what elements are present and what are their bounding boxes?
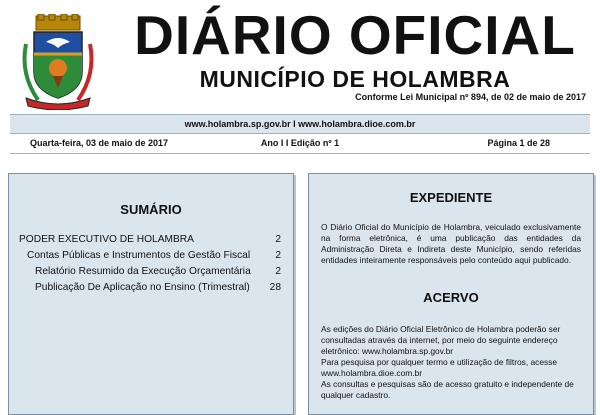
edition-number: Ano I I Edição nº 1 <box>260 138 340 148</box>
expediente-title: EXPEDIENTE <box>409 190 493 205</box>
summary-item-page: 28 <box>269 282 281 293</box>
summary-item-public-accounts[interactable] <box>19 248 281 264</box>
acervo-line: As consultas e pesquisas são de acesso gratuito e independente de qualquer cadastro. <box>321 379 574 400</box>
summary-item-label: PODER EXECUTIVO DE HOLAMBRA <box>19 234 194 245</box>
publication-date: Quarta-feira, 03 de maio de 2017 <box>30 138 169 148</box>
law-note: Conforme Lei Municipal nº 894, de 02 de maio de 2017 <box>355 92 586 102</box>
page-indicator: Página 1 de 28 <box>487 138 550 148</box>
acervo-line: As edições do Diário Oficial Eletrônico de Holambra poderão ser consultadas através da internet, por meio do seguinte endereço eletrônico: www.holambra.sp.gov.br <box>321 324 561 356</box>
municipal-crest-icon <box>16 14 100 110</box>
acervo-text <box>321 324 581 401</box>
summary-title: SUMÁRIO <box>120 202 182 217</box>
expediente-panel <box>308 173 594 415</box>
info-bar <box>10 133 590 154</box>
summary-item-page: 2 <box>275 234 281 245</box>
summary-item-executive[interactable] <box>19 232 281 248</box>
summary-item-education-spending[interactable] <box>19 280 281 296</box>
expediente-text: O Diário Oficial do Município de Holambra, veiculado exclusivamente na forma eletrônica, é uma publicação das entidades da Administração Direta e Indireta deste Município, sendo referidas entidades inteiramente responsáveis pelo conteúdo aqui publicado. <box>321 222 581 265</box>
municipality-subtitle: MUNICÍPIO DE HOLAMBRA <box>199 66 511 92</box>
summary-item-page: 2 <box>275 266 281 277</box>
page-title: DIÁRIO OFICIAL <box>134 4 576 66</box>
summary-item-budget-report[interactable] <box>19 264 281 280</box>
url-bar[interactable]: www.holambra.sp.gov.br I www.holambra.dioe.com.br <box>10 114 590 134</box>
acervo-title: ACERVO <box>423 290 479 305</box>
acervo-line: Para pesquisa por qualquer termo e utilização de filtros, acesse www.holambra.dioe.com.br <box>321 357 558 378</box>
summary-item-label: Publicação De Aplicação no Ensino (Trimestral) <box>35 282 250 293</box>
summary-panel <box>8 173 294 415</box>
summary-item-label: Contas Públicas e Instrumentos de Gestão Fiscal <box>27 250 251 261</box>
summary-list <box>19 232 281 296</box>
summary-item-label: Relatório Resumido da Execução Orçamentária <box>35 266 251 277</box>
summary-item-page: 2 <box>275 250 281 261</box>
